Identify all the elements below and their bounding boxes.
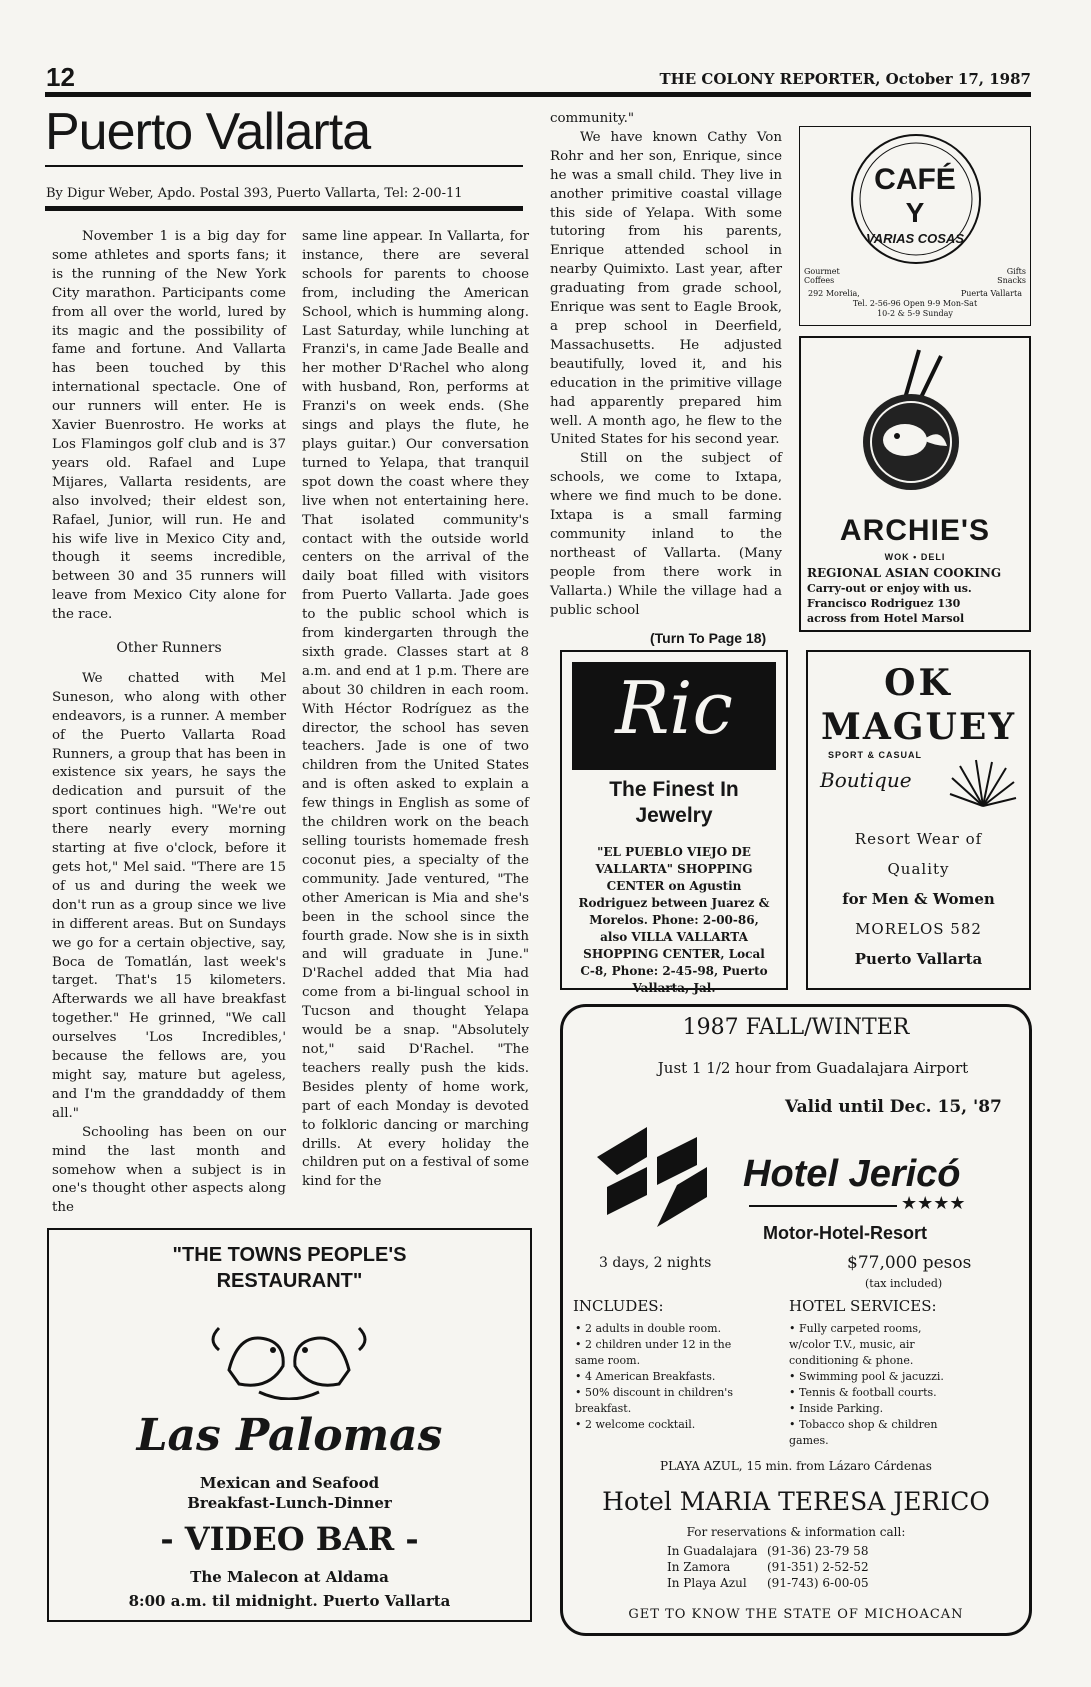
hotel-valid-until: Valid until Dec. 15, '87 bbox=[785, 1097, 1002, 1117]
article-column-2 bbox=[302, 228, 529, 1192]
hotel-name-rule bbox=[749, 1205, 897, 1207]
article-paragraph: community." bbox=[550, 111, 635, 126]
header-rule bbox=[45, 92, 1031, 97]
archies-line4: across from Hotel Marsol bbox=[807, 612, 965, 625]
ric-address: "EL PUEBLO VIEJO DE VALLARTA" SHOPPING CENTER on Agustin Rodriguez between Juarez & Morelos. Phone: 2-00-86, also VILLA VALLARTA SHOPPING CENTER, Local C-8, Phone: 2-45-98, Puerto Vallarta, Jal. bbox=[578, 845, 770, 995]
palomas-hours: 8:00 a.m. til midnight. Puerto Vallarta bbox=[128, 1592, 451, 1610]
list-item: • 2 children under 12 in the same room. bbox=[575, 1338, 732, 1367]
hotel-logo-icon bbox=[587, 1117, 717, 1237]
list-item-text: 2 children under 12 in the same room. bbox=[575, 1338, 732, 1367]
maguey-line1: OK bbox=[884, 662, 953, 704]
hotel-tax: (tax included) bbox=[865, 1277, 943, 1290]
cafe-right-text: Gifts Snacks bbox=[997, 267, 1026, 285]
hotel-services-title: HOTEL SERVICES: bbox=[789, 1297, 937, 1315]
article-column-1 bbox=[52, 228, 286, 1218]
page-number: 12 bbox=[46, 62, 75, 92]
ric-tagline-2: Jewelry bbox=[635, 804, 713, 827]
hotel-reservations: For reservations & information call: bbox=[686, 1525, 906, 1539]
list-item: • Fully carpeted rooms, w/color T.V., music, air conditioning & phone. bbox=[789, 1322, 922, 1367]
cafe-hours: Tel. 2-56-96 Open 9-9 Mon-Sat bbox=[852, 299, 978, 308]
agave-icon bbox=[948, 758, 1018, 808]
hotel-distance: Just 1 1/2 hour from Guadalajara Airport bbox=[657, 1059, 969, 1077]
list-item: • 50% discount in children's breakfast. bbox=[575, 1386, 733, 1415]
archies-line3: Francisco Rodriguez 130 bbox=[807, 597, 961, 610]
list-item-text: Tobacco shop & children games. bbox=[789, 1418, 938, 1447]
phone-number: (91-351) 2-52-52 bbox=[767, 1560, 869, 1574]
maguey-line7: Puerto Vallarta bbox=[854, 950, 983, 968]
ric-jewelry-ad bbox=[560, 650, 788, 995]
article-paragraph: We chatted with Mel Suneson, who along with other endeavors, is a runner. A member of the Puerto Vallarta Road Runners, a group that has been in existence six years, he says the dedication and pursuit of the sport continues high. "We're out there nearly every morning starting at five o'clock, before it gets hot," Mel said. "There are 15 of us and during the week we don't run as a group since we live in different areas. But on Sundays we go for a certain objective, say, Boca de Tomatlán, last week's target. That's 15 kilometers. Afterwards we all have breakfast together." He grinned, "We call ourselves 'Los Incredibles,' because the fellows are, you might say, mature but ageless, and I'm the granddaddy of them all." bbox=[52, 670, 286, 1121]
article-paragraph: We have known Cathy Von Rohr and her son, Enrique, since he was a small child. They live in another primitive coastal village this side of Yelapa. With some tutoring from his parents, Enrique attended school in nearby Quimixto. Last year, after graduating from grade school, Enrique was sent to Eagle Brook, a prep school in Deerfield, Massachusetts. He adjusted beautifully, loved it, and his education in the primitive village had apparently prepared him well. A month ago, he flew to the United States for his second year. bbox=[550, 129, 782, 448]
palomas-title-2: RESTAURANT" bbox=[216, 1270, 363, 1292]
palomas-location: The Malecon at Aldama bbox=[190, 1568, 389, 1586]
palomas-title-1: "THE TOWNS PEOPLE'S bbox=[172, 1244, 407, 1266]
maguey-sub: SPORT & CASUAL bbox=[828, 750, 923, 760]
phone-row bbox=[667, 1543, 967, 1559]
list-item-text: 50% discount in children's breakfast. bbox=[575, 1386, 733, 1415]
hotel-includes-title: INCLUDES: bbox=[573, 1297, 664, 1315]
hotel-jerico-ad bbox=[560, 1004, 1032, 1636]
hotel-beach-location: PLAYA AZUL, 15 min. from Lázaro Cárdenas bbox=[660, 1459, 932, 1473]
article-paragraph: November 1 is a big day for some athletes and sports fans; it is the running of the New York City marathon. Participants come from all over the world, lured by its magic and the possibility of fame and fortune. And Vallarta has been touched by this international spectacle. One of our runners will enter. He is Xavier Buenrostro. He works at Los Flamingos golf club and is 37 years old. Rafael and Lupe Mijares, Vallarta residents, are also involved; their eldest son, Rafael, Junior, will run. He and his wife live in Mexico City and, though it seems incredible, between 30 and 35 runners will leave from Mexico City alone for the race. bbox=[52, 229, 286, 623]
article-paragraph: same line appear. In Vallarta, for instance, there are several schools for parents to choose from, including the American School, which is humming along. Last Saturday, while lunching at Franzi's, in came Jade Bealle and her mother D'Rachel who along with husband, Ron, performs at Franzi's on week ends. (She sings and plays the flute, he plays guitar.) Our conversation turned to Yelapa, that tranquil spot down the coast where they live when not entertaining here. That isolated community's contact with the outside world centers on the arrival of the daily boat filled with visitors from Puerto Vallarta. Jade goes to the public school which is from kindergarten through the sixth grade. Classes start at 8 a.m. and end at 1 p.m. There are about 30 children in each room. With Héctor Rodríguez as the director, the school has seven teachers. Jade is one of two children from the United States and is often asked to explain a few things in English as some of the children work on the beach selling tourists homemade fresh coconut pies, a specialty of the community. Jade ventured, "The other American is Mia and she's been in the school since the fourth grade. Now she is in sixth and will graduate in June." D'Rachel added that Mia had come from a bi-lingual school in Tucson and thought Yelapa would be a snap. "Absolutely not," said D'Rachel. "The teachers really push the kids. Besides plenty of home work, part of each Monday is devoted to folkloric dancing or marching drills. At every holiday the children put on a festival of some kind for the bbox=[302, 229, 529, 1190]
list-item-text: 2 adults in double room. bbox=[585, 1322, 722, 1335]
hotel-footer: GET TO KNOW THE STATE OF MICHOACAN bbox=[628, 1607, 964, 1622]
phone-city: In Playa Azul bbox=[667, 1576, 747, 1590]
fish-bowl-illustration bbox=[801, 342, 1029, 512]
phone-row bbox=[667, 1559, 967, 1575]
hotel-stars: ★★★★ bbox=[901, 1193, 966, 1214]
palomas-line2: Breakfast-Lunch-Dinner bbox=[187, 1494, 392, 1512]
cafe-ad bbox=[799, 126, 1031, 326]
hotel-name-2: Hotel MARIA TERESA JERICO bbox=[602, 1487, 990, 1516]
article-column-3 bbox=[550, 110, 782, 620]
cafe-name-line2: Y bbox=[905, 197, 925, 228]
phone-city: In Zamora bbox=[667, 1560, 731, 1574]
palomas-line1: Mexican and Seafood bbox=[199, 1474, 380, 1492]
maguey-line3: Resort Wear of bbox=[854, 830, 983, 848]
jump-line: (Turn To Page 18) bbox=[650, 630, 767, 646]
archies-line1: REGIONAL ASIAN COOKING bbox=[807, 566, 1002, 580]
ric-tagline-1: The Finest In bbox=[609, 778, 739, 801]
article-paragraph: Still on the subject of schools, we come to Ixtapa, where we find much to be done. Ixtapa is a small farming community inland to the northeast of Vallarta. (Many people from there work in Vallarta.) While the village had a public school bbox=[550, 451, 782, 618]
list-item-text: 4 American Breakfasts. bbox=[585, 1370, 716, 1383]
list-item: • 2 welcome cocktail. bbox=[575, 1418, 696, 1431]
ric-logo: Ric bbox=[615, 666, 733, 750]
publication-name: THE COLONY REPORTER, October 17, 1987 bbox=[659, 70, 1031, 88]
hotel-price: $77,000 pesos bbox=[847, 1253, 972, 1273]
byline-rule bbox=[45, 206, 523, 211]
hotel-services-list bbox=[789, 1321, 955, 1449]
hotel-type: Motor-Hotel-Resort bbox=[763, 1223, 927, 1243]
title-rule bbox=[45, 165, 523, 167]
list-item-text: Tennis & football courts. bbox=[799, 1386, 937, 1399]
cafe-name-line1: CAFÉ bbox=[874, 163, 956, 196]
hotel-season: 1987 FALL/WINTER bbox=[682, 1015, 910, 1040]
list-item: • 2 adults in double room. bbox=[575, 1322, 722, 1335]
cafe-sunday-hours: 10-2 & 5-9 Sunday bbox=[877, 309, 953, 318]
archies-line2: Carry-out or enjoy with us. bbox=[807, 582, 972, 595]
hotel-name: Hotel Jericó bbox=[743, 1153, 961, 1195]
list-item: • Tobacco shop & children games. bbox=[789, 1418, 938, 1447]
hotel-phone-list bbox=[667, 1543, 967, 1591]
phone-number: (91-743) 6-00-05 bbox=[767, 1576, 869, 1590]
palomas-logo: Las Palomas bbox=[136, 1410, 443, 1461]
list-item: • Tennis & football courts. bbox=[789, 1386, 937, 1399]
list-item-text: Swimming pool & jacuzzi. bbox=[799, 1370, 944, 1383]
phone-row bbox=[667, 1575, 967, 1591]
maguey-line5: for Men & Women bbox=[842, 890, 995, 908]
las-palomas-ad bbox=[47, 1228, 532, 1622]
phone-city: In Guadalajara bbox=[667, 1544, 758, 1558]
article-paragraph: Schooling has been on our mind the last month and somehow when a subject is in one's thought other aspects along the bbox=[52, 1124, 286, 1216]
maguey-boutique: Boutique bbox=[820, 768, 912, 792]
list-item: • Swimming pool & jacuzzi. bbox=[789, 1370, 944, 1383]
phone-number: (91-36) 23-79 58 bbox=[767, 1544, 869, 1558]
list-item-text: Fully carpeted rooms, w/color T.V., music, air conditioning & phone. bbox=[789, 1322, 922, 1367]
subhead-other-runners: Other Runners bbox=[116, 640, 222, 657]
list-item: • Inside Parking. bbox=[789, 1402, 884, 1415]
cafe-left-text: Gourmet Coffees bbox=[804, 267, 840, 285]
list-item-text: 2 welcome cocktail. bbox=[585, 1418, 696, 1431]
list-item: • 4 American Breakfasts. bbox=[575, 1370, 716, 1383]
maguey-line4: Quality bbox=[887, 860, 950, 878]
maguey-line2: MAGUEY bbox=[820, 706, 1017, 748]
list-item-text: Inside Parking. bbox=[799, 1402, 884, 1415]
cafe-name-line3: VARIAS COSAS bbox=[866, 231, 964, 246]
cafe-address: 292 Morelia, bbox=[808, 289, 860, 298]
archies-sub: WOK • DELI bbox=[884, 552, 946, 562]
hotel-includes-list bbox=[575, 1321, 735, 1433]
cafe-city: Puerta Vallarta bbox=[960, 289, 1022, 298]
byline: By Digur Weber, Apdo. Postal 393, Puerto Vallarta, Tel: 2-00-11 bbox=[46, 186, 463, 201]
archies-name: ARCHIE'S bbox=[839, 514, 991, 547]
archies-ad bbox=[799, 336, 1031, 632]
palomas-video-bar: - VIDEO BAR - bbox=[160, 1520, 419, 1558]
article-title: Puerto Vallarta bbox=[45, 103, 371, 161]
maguey-ad bbox=[806, 650, 1031, 990]
hotel-duration: 3 days, 2 nights bbox=[599, 1255, 712, 1271]
maguey-line6: MORELOS 582 bbox=[855, 920, 982, 938]
doves-illustration bbox=[199, 1310, 379, 1400]
